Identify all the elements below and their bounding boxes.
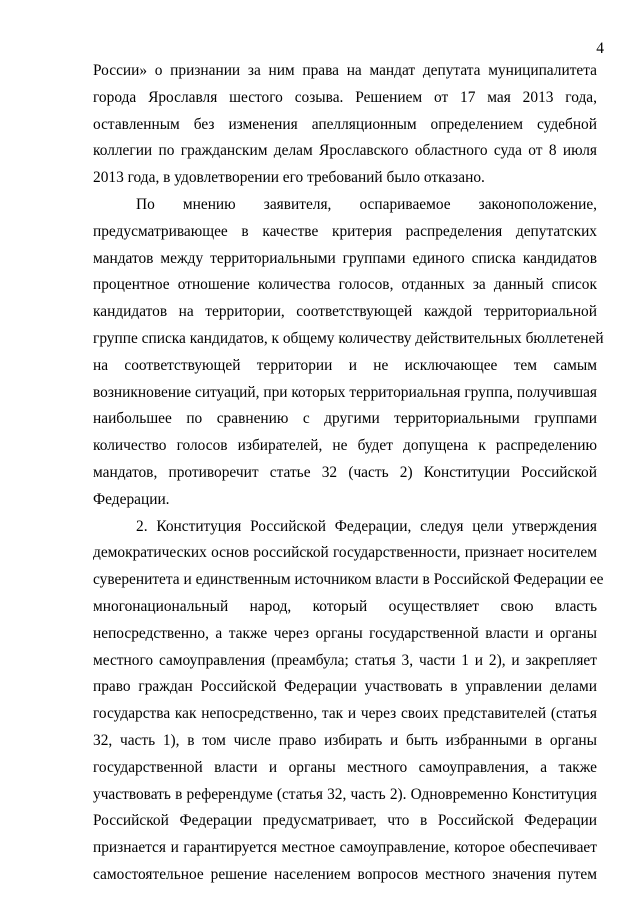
text-line: государства как непосредственно, так и через своих представителей (статья: [93, 705, 597, 723]
text-line: коллегии по гражданским делам Ярославского областного суда от 8 июля: [93, 142, 597, 160]
text-line: мандатов, противоречит статье 32 (часть 2) Конституции Российской: [93, 463, 597, 481]
text-line: признается и гарантируется местное самоуправление, которое обеспечивает: [93, 839, 597, 857]
text-line: процентное отношение количества голосов, отданных за данный список: [93, 276, 597, 294]
page-number: 4: [596, 40, 604, 57]
text-line: оставленным без изменения апелляционным определением судебной: [93, 115, 597, 133]
text-line: многонациональный народ, который осуществляет свою власть: [93, 597, 597, 615]
text-line: мандатов между территориальными группами единого списка кандидатов: [93, 249, 597, 267]
text-line: непосредственно, а также через органы государственной власти и органы: [93, 624, 597, 642]
text-line: возникновение ситуаций, при которых территориальная группа, получившая: [93, 383, 597, 401]
text-line: количество голосов избирателей, не будет допущена к распределению: [93, 437, 597, 455]
text-line: право граждан Российской Федерации участвовать в управлении делами: [93, 678, 597, 696]
text-line: 32, часть 1), в том числе право избирать и быть избранными в органы: [93, 731, 597, 749]
text-line: группе списка кандидатов, к общему количеству действительных бюллетеней: [93, 329, 604, 347]
text-line: государственной власти и органы местного самоуправления, а также: [93, 758, 597, 776]
text-line: Российской Федерации предусматривает, что в Российской Федерации: [93, 812, 597, 830]
text-line: 2013 года, в удовлетворении его требований было отказано.: [93, 169, 485, 187]
paragraph: [93, 514, 604, 889]
text-line: демократических основ российской государственности, признает носителем: [93, 544, 597, 562]
text-line: суверенитета и единственным источником власти в Российской Федерации ее: [93, 571, 604, 589]
text-line: России» о признании за ним права на мандат депутата муниципалитета: [93, 62, 597, 79]
text-line: самостоятельное решение населением вопросов местного значения путем: [93, 865, 597, 883]
text-line: участвовать в референдуме (статья 32, часть 2). Одновременно Конституция: [93, 785, 597, 803]
paragraph: [93, 58, 597, 192]
text-line: местного самоуправления (преамбула; статья 3, части 1 и 2), и закрепляет: [93, 651, 597, 669]
text-line: По мнению заявителя, оспариваемое законоположение,: [136, 195, 597, 213]
text-line: Федерации.: [93, 490, 170, 508]
text-line: 2. Конституция Российской Федерации, следуя цели утверждения: [136, 517, 597, 535]
paragraph: [93, 192, 604, 514]
body-text: [93, 58, 604, 889]
text-line: на соответствующей территории и не исключающее тем самым: [93, 356, 597, 374]
text-line: города Ярославля шестого созыва. Решением от 17 мая 2013 года,: [93, 88, 597, 106]
text-line: предусматривающее в качестве критерия распределения депутатских: [93, 222, 597, 240]
text-line: кандидатов на территории, соответствующей каждой территориальной: [93, 303, 597, 321]
text-line: наибольшее по сравнению с другими территориальными группами: [93, 410, 597, 428]
